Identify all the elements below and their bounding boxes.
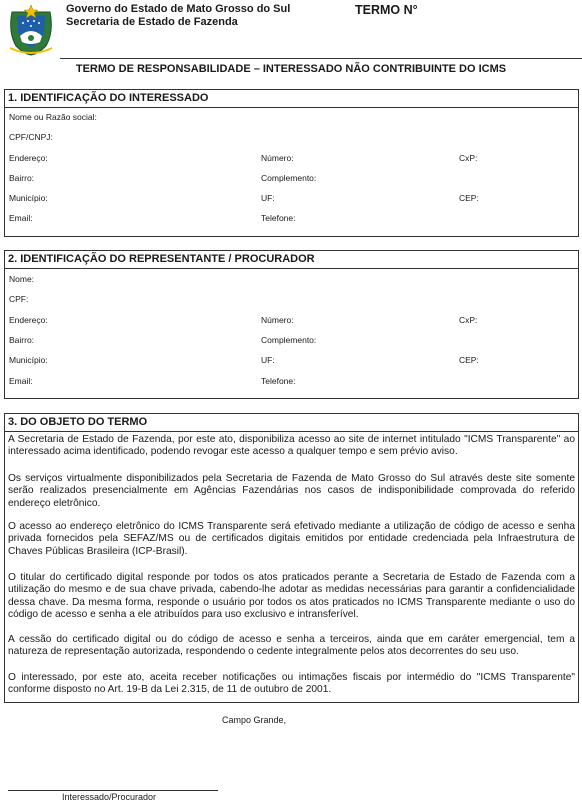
field-rep-cep[interactable]: CEP:: [459, 355, 479, 365]
field-rep-telefone[interactable]: Telefone:: [261, 376, 296, 386]
field-municipio[interactable]: Município:: [9, 193, 48, 203]
field-nome-razao-social[interactable]: Nome ou Razão social:: [9, 112, 97, 122]
field-email[interactable]: Email:: [9, 213, 33, 223]
page-header: [0, 0, 582, 58]
field-numero[interactable]: Número:: [261, 153, 294, 163]
section-3-title: 3. DO OBJETO DO TERMO: [5, 414, 578, 432]
place-date-line[interactable]: Campo Grande,: [222, 715, 287, 725]
field-telefone[interactable]: Telefone:: [261, 213, 296, 223]
field-rep-endereco[interactable]: Endereço:: [9, 315, 48, 325]
paragraph-4: O titular do certificado digital responde por todos os atos praticados perante a Secretaria de Estado de Fazenda com a utilização do mesmo e de sua chave privada, cabendo-lhe adotar as medidas necessárias para garantir a confidencialidade dessa chave. Da mesma forma, responde o usuário por todos os atos praticados no ICMS Transparente mediante o uso do código de acesso e senha a ele atribuídos para uso exclusivo e intransferível.: [8, 572, 575, 621]
field-rep-email[interactable]: Email:: [9, 376, 33, 386]
field-rep-uf[interactable]: UF:: [261, 355, 275, 365]
section-2-title: 2. IDENTIFICAÇÃO DO REPRESENTANTE / PROCURADOR: [5, 251, 578, 269]
field-rep-municipio[interactable]: Município:: [9, 355, 48, 365]
document-title: TERMO DE RESPONSABILIDADE – INTERESSADO NÃO CONTRIBUINTE DO ICMS: [75, 63, 507, 75]
field-cxp[interactable]: CxP:: [459, 153, 478, 163]
paragraph-1: A Secretaria de Estado de Fazenda, por este ato, disponibiliza acesso ao site de internet intitulado "ICMS Transparente" ao interessado acima identificado, podendo revogar este acesso a qualquer tempo e sem prévio aviso.: [8, 434, 575, 458]
field-rep-bairro[interactable]: Bairro:: [9, 335, 35, 345]
signature-label: Interessado/Procurador: [62, 792, 157, 802]
state-coat-of-arms-icon: [6, 2, 56, 56]
paragraph-2: Os serviços virtualmente disponibilizados pela Secretaria de Fazenda de Mato Grosso do Sul através deste site somente serão realizados presencialmente em Agências Fazendárias nos casos de indisponibilidade comprovada do referido endereço eletrônico.: [8, 473, 575, 509]
gov-line-1: Governo do Estado de Mato Grosso do Sul: [66, 3, 291, 15]
paragraph-3: O acesso ao endereço eletrônico do ICMS Transparente será efetivado mediante a utilização de código de acesso e senha privada fornecidos pela SEFAZ/MS ou de certificados digitais emitidos por entidade credenciada pela Infraestrutura de Chaves Públicas Brasileira (ICP-Brasil).: [8, 521, 575, 557]
header-divider: [60, 58, 582, 59]
field-rep-complemento[interactable]: Complemento:: [261, 335, 317, 345]
field-endereco[interactable]: Endereço:: [9, 153, 48, 163]
paragraph-5: A cessão do certificado digital ou do código de acesso e senha a terceiros, ainda que em caráter emergencial, tem a natureza de representação autorizada, respondendo o cedente integralmente pelos atos decorrentes do seu uso.: [8, 634, 575, 658]
field-uf[interactable]: UF:: [261, 193, 275, 203]
government-name: [66, 3, 290, 29]
section-1-title: 1. IDENTIFICAÇÃO DO INTERESSADO: [5, 90, 578, 108]
section-objeto-do-termo: [4, 413, 579, 703]
field-rep-cxp[interactable]: CxP:: [459, 315, 478, 325]
section-identificacao-interessado: [4, 89, 579, 237]
field-rep-cpf[interactable]: CPF:: [9, 294, 29, 304]
paragraph-6: O interessado, por este ato, aceita receber notificações ou intimações fiscais por intermédio do "ICMS Transparente" conforme disposto no Art. 19-B da Lei 2.315, de 11 de outubro de 2001.: [8, 672, 575, 696]
signature-line[interactable]: [8, 790, 218, 791]
field-rep-nome[interactable]: Nome:: [9, 274, 35, 284]
gov-line-2: Secretaria de Estado de Fazenda: [66, 16, 238, 28]
field-cep[interactable]: CEP:: [459, 193, 479, 203]
field-complemento[interactable]: Complemento:: [261, 173, 317, 183]
field-bairro[interactable]: Bairro:: [9, 173, 35, 183]
field-rep-numero[interactable]: Número:: [261, 315, 294, 325]
termo-number: TERMO N°: [355, 3, 418, 17]
section-identificacao-representante: [4, 250, 579, 399]
field-cpf-cnpj[interactable]: CPF/CNPJ:: [9, 132, 53, 142]
